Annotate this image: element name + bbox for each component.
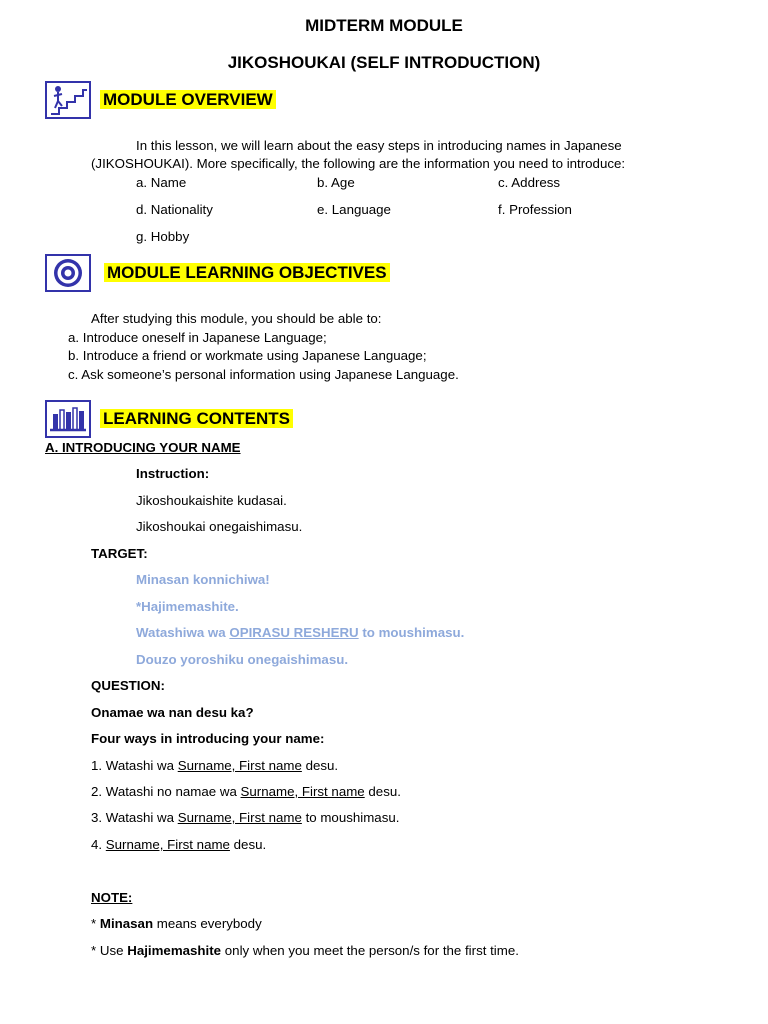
sample-name: OPIRASU RESHERU bbox=[229, 625, 359, 640]
target-icon bbox=[45, 254, 91, 292]
overview-paragraph-line2: (JIKOSHOUKAI). More specifically, the following are the information you need to introduce: bbox=[91, 156, 626, 171]
list-item: c. Address bbox=[498, 175, 561, 190]
list-item: 3. Watashi wa Surname, First name to moushimasu. bbox=[91, 810, 400, 825]
question-label: QUESTION: bbox=[91, 678, 165, 693]
target-label: TARGET: bbox=[91, 546, 148, 561]
stairs-climber-icon bbox=[45, 81, 91, 119]
note-item: * Minasan means everybody bbox=[91, 916, 262, 931]
list-item: e. Language bbox=[317, 202, 391, 217]
list-item: 1. Watashi wa Surname, First name desu. bbox=[91, 758, 339, 773]
document-subtitle: JIKOSHOUKAI (SELF INTRODUCTION) bbox=[227, 53, 541, 72]
document-title: MIDTERM MODULE bbox=[305, 16, 463, 35]
list-item: b. Introduce a friend or workmate using Japanese Language; bbox=[68, 348, 427, 363]
list-item: f. Profession bbox=[498, 202, 572, 217]
target-line: Douzo yoroshiku onegaishimasu. bbox=[136, 652, 349, 667]
note-item: * Use Hajimemashite only when you meet the person/s for the first time. bbox=[91, 943, 519, 958]
list-item: d. Nationality bbox=[136, 202, 213, 217]
module-objectives-heading: MODULE LEARNING OBJECTIVES bbox=[104, 263, 390, 283]
four-ways-label: Four ways in introducing your name: bbox=[91, 731, 325, 746]
target-line bbox=[136, 625, 464, 640]
target-line: Minasan konnichiwa! bbox=[136, 572, 270, 587]
list-item: b. Age bbox=[317, 175, 355, 190]
instruction-line: Jikoshoukai onegaishimasu. bbox=[136, 519, 303, 534]
list-item: 4. Surname, First name desu. bbox=[91, 837, 267, 852]
bookshelf-icon bbox=[45, 400, 91, 438]
section-a-heading: A. INTRODUCING YOUR NAME bbox=[45, 440, 241, 455]
module-overview-heading: MODULE OVERVIEW bbox=[100, 90, 276, 110]
list-item: g. Hobby bbox=[136, 229, 190, 244]
note-label: NOTE: bbox=[91, 890, 133, 905]
target-line-suffix: to moushimasu. bbox=[358, 625, 465, 640]
overview-paragraph-line1: In this lesson, we will learn about the easy steps in introducing names in Japanese bbox=[136, 138, 622, 153]
list-item: a. Name bbox=[136, 175, 187, 190]
list-item: a. Introduce oneself in Japanese Language; bbox=[68, 330, 327, 345]
target-line-prefix: Watashiwa wa bbox=[136, 625, 230, 640]
objectives-intro: After studying this module, you should be able to: bbox=[91, 311, 382, 326]
instruction-line: Jikoshoukaishite kudasai. bbox=[136, 493, 287, 508]
learning-contents-heading: LEARNING CONTENTS bbox=[100, 409, 293, 429]
list-item: 2. Watashi no namae wa Surname, First name desu. bbox=[91, 784, 401, 799]
question-text: Onamae wa nan desu ka? bbox=[91, 705, 254, 720]
list-item: c. Ask someone’s personal information using Japanese Language. bbox=[68, 367, 459, 382]
target-line: *Hajimemashite. bbox=[136, 599, 239, 614]
instruction-label: Instruction: bbox=[136, 466, 210, 481]
